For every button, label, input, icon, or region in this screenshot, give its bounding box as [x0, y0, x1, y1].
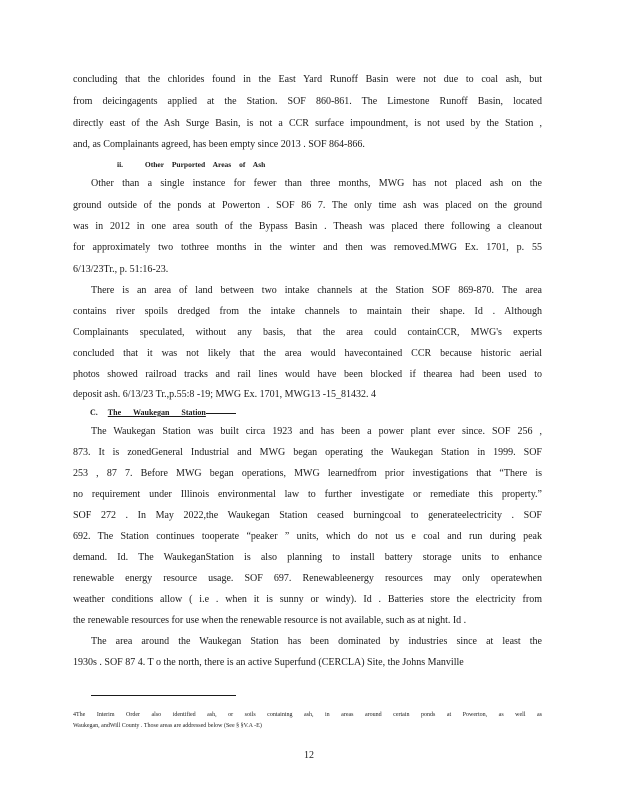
body-line: There is an area of land between two intake channels at the Station SOF 869-870. The area	[91, 285, 542, 296]
body-line: directly east of the Ash Surge Basin, is not a CCR surface impoundment, is not used by the Station ,	[73, 118, 542, 129]
subheading	[117, 160, 265, 169]
footnote-separator	[91, 695, 236, 696]
body-line: 6/13/23Tr., p. 51:16-23.	[73, 264, 169, 275]
body-line: photos showed railroad tracks and rail lines would have been blocked if thearea had been used to	[73, 369, 542, 380]
footnote-line: 4The Interim Order also identified ash, or soils containing ash, in areas around certain ponds at Powerton, as well as	[73, 712, 542, 718]
section-letter: C.	[90, 408, 98, 417]
body-line: for approximately two tothree months in the winter and then was removed.MWG Ex. 1701, p. 55	[73, 242, 542, 253]
body-line: weather conditions allow ( i.e . when it is sunny or windy). Id . Batteries store the electricity from	[73, 594, 542, 605]
section-title: The Waukegan Station	[107, 408, 206, 417]
body-line: 692. The Station continues tooperate “peaker ” units, which do not us e coal and run during peak	[73, 531, 542, 542]
body-line: The area around the Waukegan Station has been dominated by industries since at least the	[91, 636, 542, 647]
body-line: concluded that it was not likely that the area would havecontained CCR because historic aerial	[73, 348, 542, 359]
body-line: no requirement under Illinois environmental law to further investigate or remediate this property.”	[73, 489, 542, 500]
body-line: renewable energy resource usage. SOF 697. Renewableenergy resources may only operatewhen	[73, 573, 542, 584]
body-line: from deicingagents applied at the Station. SOF 860-861. The Limestone Runoff Basin, located	[73, 96, 542, 107]
body-line: Complainants speculated, without any basis, that the area could containCCR, MWG's experts	[73, 327, 542, 338]
body-line: The Waukegan Station was built circa 1923 and has been a power plant ever since. SOF 256 ,	[91, 426, 542, 437]
section-heading	[90, 408, 236, 417]
body-line: the renewable resources for use when the renewable resource is not available, such as at night. Id .	[73, 615, 467, 626]
body-line: contains river spoils dredged from the intake channels to maintain their shape. Id . Although	[73, 306, 542, 317]
heading-underline	[206, 413, 236, 414]
page-number: 12	[304, 750, 314, 761]
body-line: demand. Id. The WaukeganStation is also planning to install battery storage units to enhance	[73, 552, 542, 563]
body-line: 1930s . SOF 87 4. T o the north, there is an active Superfund (CERCLA) Site, the Johns Manville	[73, 657, 464, 668]
body-line: Other than a single instance for fewer than three months, MWG has not placed ash on the	[91, 178, 542, 189]
subheading-title: Other Purported Areas of Ash	[144, 160, 266, 169]
subheading-number: ii.	[117, 160, 124, 169]
body-line: SOF 272 . In May 2022,the Waukegan Station ceased burningcoal to generateelectricity . SOF	[73, 510, 542, 521]
body-line: concluding that the chlorides found in the East Yard Runoff Basin were not due to coal ash, but	[73, 74, 542, 85]
body-line: was in 2012 in one area south of the Bypass Basin . Theash was placed there following a cleanout	[73, 221, 542, 232]
body-line: ground outside of the ponds at Powerton . SOF 86 7. The only time ash was placed on the ground	[73, 200, 542, 211]
footnote-line: Waukegan, andWill County . Those areas are addressed below (See § §V.A -E)	[73, 723, 262, 729]
body-line: 873. It is zonedGeneral Industrial and MWG began operating the Waukegan Station in 1999. SOF	[73, 447, 542, 458]
body-line: and, as Complainants agreed, has been empty since 2013 . SOF 864-866.	[73, 139, 365, 150]
body-line: 253 , 87 7. Before MWG began operations, MWG learnedfrom prior investigations that “There is	[73, 468, 542, 479]
body-line: deposit ash. 6/13/23 Tr.,p.55:8 -19; MWG Ex. 1701, MWG13 -15_81432. 4	[73, 389, 377, 400]
